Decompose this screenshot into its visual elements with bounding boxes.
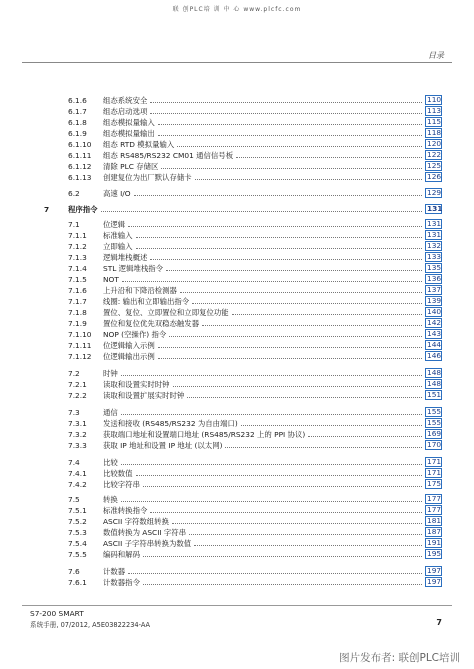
toc-entry[interactable] xyxy=(0,128,474,139)
toc-entry-title: 标准转换指令 xyxy=(103,506,148,515)
toc-leader-dots xyxy=(128,226,422,227)
toc-entry-number: 7.2 xyxy=(68,369,80,378)
toc-entry-number: 7.5.4 xyxy=(68,539,87,548)
toc-page-link[interactable]: 120 xyxy=(427,139,442,148)
toc-entry-title: ASCII 子字符串转换为数值 xyxy=(103,539,192,548)
toc-entry[interactable] xyxy=(0,106,474,117)
toc-leader-dots xyxy=(158,124,422,125)
toc-leader-dots xyxy=(150,113,422,114)
toc-entry-number: 6.1.7 xyxy=(68,107,87,116)
toc-leader-dots xyxy=(308,436,422,437)
toc-entry-title: 读取和设置实时时钟 xyxy=(103,380,170,389)
toc-entry[interactable] xyxy=(0,549,474,560)
toc-entry[interactable] xyxy=(0,577,474,588)
toc-leader-dots xyxy=(180,292,422,293)
toc-page-link[interactable]: 132 xyxy=(427,241,442,250)
toc-entry-number: 6.1.13 xyxy=(68,173,92,182)
toc-page-link[interactable]: 171 xyxy=(427,457,442,466)
toc-page-link[interactable]: 191 xyxy=(427,538,442,547)
toc-leader-dots xyxy=(128,573,422,574)
toc-entry-number: 7.2.2 xyxy=(68,391,87,400)
toc-entry-number: 7.2.1 xyxy=(68,380,87,389)
toc-page-link[interactable]: 148 xyxy=(427,379,442,388)
toc-entry-number: 7 xyxy=(44,205,50,214)
toc-entry-number: 7.5.2 xyxy=(68,517,87,526)
toc-entry-title: 清除 PLC 存储区 xyxy=(103,162,159,171)
toc-entry-number: 7.6.1 xyxy=(68,578,87,587)
toc-entry-number: 6.2 xyxy=(68,189,80,198)
toc-entry[interactable] xyxy=(0,230,474,241)
site-banner: 联 创PLC培 训 中 心 www.plcfc.com xyxy=(172,6,302,13)
toc-page-link[interactable]: 142 xyxy=(427,318,442,327)
toc-entry-number: 7.1.7 xyxy=(68,297,87,306)
toc-page-link[interactable]: 195 xyxy=(427,549,442,558)
toc-leader-dots xyxy=(172,523,422,524)
toc-entry-title: 位逻辑 xyxy=(103,220,126,229)
toc-entry[interactable] xyxy=(0,351,474,362)
toc-entry-number: 7.3.2 xyxy=(68,430,87,439)
toc-entry-title: 读取和设置扩展实时时钟 xyxy=(103,391,185,400)
toc-entry[interactable] xyxy=(0,505,474,516)
toc-entry[interactable] xyxy=(0,390,474,401)
toc-page-link[interactable]: 136 xyxy=(427,274,442,283)
toc-entry-number: 7.1.5 xyxy=(68,275,87,284)
header-title: 目录 xyxy=(428,51,444,60)
toc-leader-dots xyxy=(150,259,422,260)
toc-entry-number: 7.3.3 xyxy=(68,441,87,450)
toc-entry-number: 7.5.5 xyxy=(68,550,87,559)
toc-leader-dots xyxy=(143,556,422,557)
toc-entry[interactable] xyxy=(0,379,474,390)
toc-leader-dots xyxy=(166,270,422,271)
toc-entry-title: 发送和接收 (RS485/RS232 为自由端口) xyxy=(103,419,238,428)
toc-page-link[interactable]: 126 xyxy=(427,172,442,181)
footer-product: S7-200 SMART xyxy=(30,609,84,618)
toc-leader-dots xyxy=(158,358,422,359)
toc-leader-dots xyxy=(121,375,422,376)
toc-entry-title: 组态启动选项 xyxy=(103,107,148,116)
toc-leader-dots xyxy=(202,325,422,326)
toc-entry[interactable] xyxy=(0,204,474,215)
toc-page-link[interactable]: 181 xyxy=(427,516,442,525)
toc-entry[interactable] xyxy=(0,139,474,150)
toc-page-link[interactable]: 118 xyxy=(427,128,442,137)
toc-page-link[interactable]: 171 xyxy=(427,468,442,477)
toc-page-link[interactable]: 129 xyxy=(427,188,442,197)
toc-page-link[interactable]: 133 xyxy=(427,252,442,261)
toc-entry-title: 通信 xyxy=(103,408,118,417)
toc-entry[interactable] xyxy=(0,516,474,527)
toc-entry-number: 7.3.1 xyxy=(68,419,87,428)
toc-entry-number: 7.1.9 xyxy=(68,319,87,328)
toc-entry-title: 组态模拟量输入 xyxy=(103,118,155,127)
footer-manual-info: 系统手册, 07/2012, A5E03822234-AA xyxy=(30,621,151,629)
toc-entry-title: 逻辑堆栈概述 xyxy=(103,253,148,262)
toc-entry-title: 创建复位为出厂默认存储卡 xyxy=(103,173,192,182)
toc-page-link[interactable]: 177 xyxy=(427,505,442,514)
toc-entry[interactable] xyxy=(0,468,474,479)
toc-leader-dots xyxy=(136,475,422,476)
toc-leader-dots xyxy=(195,179,422,180)
toc-leader-dots xyxy=(225,447,422,448)
toc-entry-title: 组态 RS485/RS232 CM01 通信信号板 xyxy=(103,151,234,160)
toc-entry-number: 7.6 xyxy=(68,567,80,576)
toc-entry-title: 组态系统安全 xyxy=(103,96,148,105)
toc-leader-dots xyxy=(158,347,422,348)
toc-entry-title: 时钟 xyxy=(103,369,118,378)
toc-page-link[interactable]: 170 xyxy=(427,440,442,449)
toc-page-link[interactable]: 143 xyxy=(427,329,442,338)
toc-entry[interactable] xyxy=(0,95,474,106)
toc-entry[interactable] xyxy=(0,329,474,340)
toc-entry-title: 标准输入 xyxy=(103,231,133,240)
toc-page-link[interactable]: 175 xyxy=(427,479,442,488)
toc-entry-number: 7.1.1 xyxy=(68,231,87,240)
toc-entry-title: 置位、复位、立即置位和立即复位功能 xyxy=(103,308,229,317)
toc-entry-title: 计数器 xyxy=(103,567,126,576)
toc-leader-dots xyxy=(187,397,422,398)
toc-entry-title: 获取端口地址和设置端口地址 (RS485/RS232 上的 PPI 协议) xyxy=(103,430,306,439)
toc-entry-number: 6.1.11 xyxy=(68,151,92,160)
toc-entry-number: 7.1.8 xyxy=(68,308,87,317)
toc-entry-number: 7.1.3 xyxy=(68,253,87,262)
toc-page-link[interactable]: 155 xyxy=(427,418,442,427)
toc-entry[interactable] xyxy=(0,440,474,451)
toc-leader-dots xyxy=(161,168,422,169)
footer-rule xyxy=(22,605,452,606)
toc-page-link[interactable]: 115 xyxy=(427,117,442,126)
publisher-watermark: 图片发布者: 联创PLC培训 xyxy=(339,652,460,664)
toc-leader-dots xyxy=(122,281,422,282)
toc-page-link[interactable]: 155 xyxy=(427,407,442,416)
toc-entry-number: 6.1.8 xyxy=(68,118,87,127)
toc-entry-number: 7.1.11 xyxy=(68,341,92,350)
toc-leader-dots xyxy=(121,464,422,465)
toc-entry[interactable] xyxy=(0,252,474,263)
toc-entry-number: 7.4 xyxy=(68,458,80,467)
toc-page-link[interactable]: 197 xyxy=(427,566,442,575)
toc-leader-dots xyxy=(169,336,422,337)
toc-entry-title: 置位和复位优先双稳态触发器 xyxy=(103,319,200,328)
toc-entry-title: 线圈: 输出和立即输出指令 xyxy=(103,297,190,306)
toc-entry-title: STL 逻辑堆栈指令 xyxy=(103,264,164,273)
toc-entry[interactable] xyxy=(0,368,474,379)
toc-entry-title: 上升沿和下降沿检测器 xyxy=(103,286,177,295)
toc-entry[interactable] xyxy=(0,241,474,252)
toc-entry[interactable] xyxy=(0,307,474,318)
toc-page-link[interactable]: 131 xyxy=(427,230,442,239)
toc-entry-title: 获取 IP 地址和设置 IP 地址 (以太网) xyxy=(103,441,223,450)
toc-entry[interactable] xyxy=(0,457,474,468)
toc-page-link[interactable]: 113 xyxy=(427,106,442,115)
toc-entry-number: 6.1.9 xyxy=(68,129,87,138)
toc-entry[interactable] xyxy=(0,479,474,490)
toc-entry[interactable] xyxy=(0,418,474,429)
toc-entry-title: NOT xyxy=(103,275,119,284)
toc-page-link[interactable]: 131 xyxy=(427,204,443,213)
toc-leader-dots xyxy=(121,501,422,502)
toc-page-link[interactable]: 140 xyxy=(427,307,442,316)
toc-entry-title: 编码和解码 xyxy=(103,550,140,559)
toc-entry-title: ASCII 字符数组转换 xyxy=(103,517,169,526)
toc-entry[interactable] xyxy=(0,407,474,418)
toc-entry-number: 7.3 xyxy=(68,408,80,417)
toc-page-link[interactable]: 137 xyxy=(427,285,442,294)
toc-entry[interactable] xyxy=(0,150,474,161)
toc-page-link[interactable]: 131 xyxy=(427,219,442,228)
toc-leader-dots xyxy=(136,248,422,249)
toc-leader-dots xyxy=(158,135,422,136)
toc-entry-title: 计数器指令 xyxy=(103,578,140,587)
toc-leader-dots xyxy=(143,486,422,487)
toc-entry-number: 7.1.2 xyxy=(68,242,87,251)
toc-page-link[interactable]: 197 xyxy=(427,577,442,586)
toc-entry-number: 7.1.4 xyxy=(68,264,87,273)
toc-leader-dots xyxy=(150,102,422,103)
toc-page-link[interactable]: 125 xyxy=(427,161,442,170)
toc-leader-dots xyxy=(173,386,422,387)
footer-page-number: 7 xyxy=(436,618,442,627)
toc-entry[interactable] xyxy=(0,285,474,296)
toc-entry[interactable] xyxy=(0,566,474,577)
toc-entry-number: 6.1.12 xyxy=(68,162,92,171)
toc-leader-dots xyxy=(136,237,422,238)
toc-entry-title: 位逻辑输出示例 xyxy=(103,352,155,361)
toc-entry[interactable] xyxy=(0,318,474,329)
toc-leader-dots xyxy=(189,534,422,535)
toc-page-link[interactable]: 122 xyxy=(427,150,442,159)
toc-entry-number: 6.1.10 xyxy=(68,140,92,149)
toc-entry-number: 6.1.6 xyxy=(68,96,87,105)
toc-entry-number: 7.1.10 xyxy=(68,330,92,339)
toc-leader-dots xyxy=(232,314,422,315)
toc-entry-title: 比较 xyxy=(103,458,118,467)
toc-page-link[interactable]: 139 xyxy=(427,296,442,305)
toc-page-link[interactable]: 148 xyxy=(427,368,442,377)
toc-page-link[interactable]: 146 xyxy=(427,351,442,360)
toc-entry-number: 7.4.1 xyxy=(68,469,87,478)
toc-entry[interactable] xyxy=(0,494,474,505)
toc-entry-title: 高速 I/O xyxy=(103,189,131,198)
toc-leader-dots xyxy=(241,425,422,426)
toc-entry[interactable] xyxy=(0,172,474,183)
toc-entry-title: 转换 xyxy=(103,495,118,504)
toc-entry-number: 7.5.3 xyxy=(68,528,87,537)
toc-entry[interactable] xyxy=(0,274,474,285)
toc-entry[interactable] xyxy=(0,340,474,351)
toc-entry-title: 立即输入 xyxy=(103,242,133,251)
toc-page-link[interactable]: 151 xyxy=(427,390,442,399)
toc-entry-number: 7.1.6 xyxy=(68,286,87,295)
toc-leader-dots xyxy=(121,414,422,415)
toc-page-link[interactable]: 135 xyxy=(427,263,442,272)
toc-entry-title: 组态 RTD 模拟量输入 xyxy=(103,140,175,149)
toc-entry[interactable] xyxy=(0,117,474,128)
toc-entry[interactable] xyxy=(0,527,474,538)
toc-entry-title: 比较数值 xyxy=(103,469,133,478)
toc-entry-title: 位逻辑输入示例 xyxy=(103,341,155,350)
toc-leader-dots xyxy=(177,146,422,147)
toc-page-link[interactable]: 177 xyxy=(427,494,442,503)
toc-page-link[interactable]: 169 xyxy=(427,429,442,438)
toc-entry-title: 组态模拟量输出 xyxy=(103,129,155,138)
toc-page-link[interactable]: 144 xyxy=(427,340,442,349)
toc-entry-number: 7.5 xyxy=(68,495,80,504)
toc-entry-number: 7.1.12 xyxy=(68,352,92,361)
toc-page-link[interactable]: 187 xyxy=(427,527,442,536)
toc-entry-title: 数值转换为 ASCII 字符串 xyxy=(103,528,187,537)
toc-entry[interactable] xyxy=(0,296,474,307)
toc-entry[interactable] xyxy=(0,538,474,549)
toc-entry[interactable] xyxy=(0,188,474,199)
toc-entry-number: 7.4.2 xyxy=(68,480,87,489)
toc-entry[interactable] xyxy=(0,263,474,274)
toc-leader-dots xyxy=(150,512,422,513)
toc-leader-dots xyxy=(101,211,422,212)
toc-entry[interactable] xyxy=(0,219,474,230)
toc-leader-dots xyxy=(236,157,422,158)
toc-leader-dots xyxy=(192,303,422,304)
toc-leader-dots xyxy=(194,545,422,546)
toc-entry-title: 比较字符串 xyxy=(103,480,140,489)
toc-leader-dots xyxy=(134,195,422,196)
toc-entry[interactable] xyxy=(0,429,474,440)
toc-entry-number: 7.1 xyxy=(68,220,80,229)
toc-page-link[interactable]: 110 xyxy=(427,95,442,104)
toc-entry-number: 7.5.1 xyxy=(68,506,87,515)
toc-entry[interactable] xyxy=(0,161,474,172)
toc-entry-title: NOP (空操作) 指令 xyxy=(103,330,167,339)
toc-leader-dots xyxy=(143,584,422,585)
toc-entry-title: 程序指令 xyxy=(68,205,98,214)
